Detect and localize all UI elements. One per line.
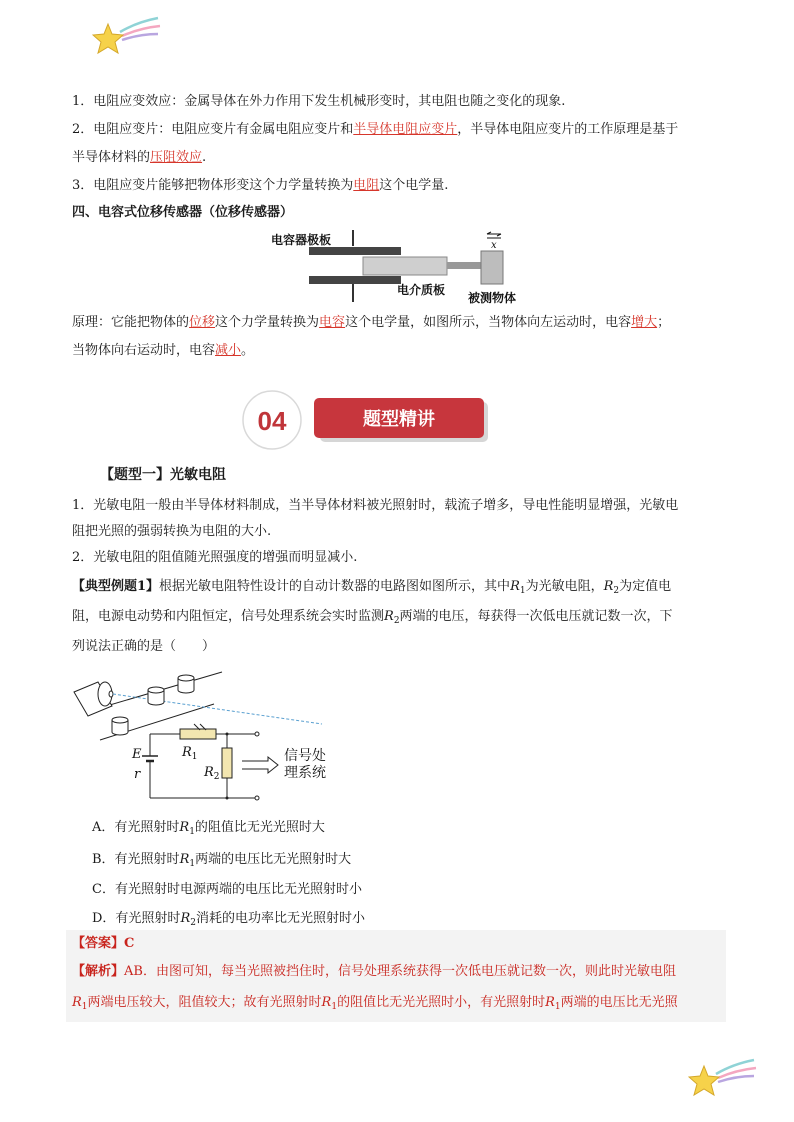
- example-tag: 【典型例题1】: [72, 579, 160, 594]
- type-1-heading: 【题型一】光敏电阻: [100, 467, 226, 483]
- item-2: [72, 120, 678, 140]
- principle-text-j: 。: [241, 343, 255, 358]
- item-2-cont: [72, 148, 206, 168]
- label-r: r: [134, 767, 141, 782]
- blank-resistance: 电阻: [353, 178, 380, 193]
- explanation-text-1: AB．由图可知，每当光照被挡住时，信号处理系统获得一次低电压就记数一次，则此时光敏电阻: [124, 964, 676, 979]
- label-R2: $R_2$: [204, 765, 220, 782]
- option-b-var: R: [179, 852, 190, 867]
- option-d-var: R: [180, 911, 191, 926]
- option-d-var-sub: 2: [190, 918, 196, 928]
- label-R1: $R_1$: [182, 745, 198, 762]
- option-b-text-2: 两端的电压比无光照射时大: [195, 852, 352, 867]
- explanation-line-1: [72, 962, 676, 982]
- option-a-text-2: 的阻值比无光光照时大: [194, 820, 325, 835]
- label-x: x: [491, 240, 497, 251]
- explanation-tag: 【解析】: [72, 964, 125, 979]
- option-b-text: B．有光照射时: [92, 852, 180, 867]
- type-1-p1: 1．光敏电阻一般由半导体材料制成，当半导体材料被光照射时，载流子增多，导电性能明显增强，光敏电: [72, 498, 679, 513]
- blank-capacitance: 电容: [319, 315, 346, 330]
- capacitor-sensor-figure: [265, 222, 535, 310]
- label-signal-2: 理系统: [284, 765, 326, 781]
- expl-var-1: R: [72, 995, 82, 1010]
- option-b-var-sub: 1: [189, 859, 196, 869]
- option-d-text: D．有光照射时: [92, 911, 181, 926]
- var-R2-sub: 2: [613, 586, 620, 596]
- section-4-heading: 四、电容式位移传感器（位移传感器）: [72, 205, 294, 220]
- example-text-2: 为光敏电阻，: [525, 579, 604, 594]
- star-decoration-bottom: [688, 1056, 760, 1100]
- expl-var-2: R: [321, 995, 332, 1010]
- var-R2-b-sub: 2: [393, 616, 400, 626]
- var-R1-sub: 1: [519, 586, 526, 596]
- expl-var-1-sub: 1: [81, 1002, 88, 1012]
- blank-semiconductor-strain-gauge: 半导体电阻应变片: [353, 122, 458, 137]
- example-text-1: 根据光敏电阻特性设计的自动计数器的电路图如图所示，其中: [159, 579, 511, 594]
- expl-var-2-sub: 1: [331, 1002, 338, 1012]
- label-E: E: [132, 747, 142, 762]
- type-1-p1-cont: 阻把光照的强弱转换为电阻的大小.: [72, 524, 272, 539]
- explanation-text-4: 两端的电压比无光照: [560, 995, 678, 1010]
- star-decoration-top: [92, 14, 164, 58]
- principle-line-1: [72, 313, 670, 333]
- option-a-var: R: [179, 820, 190, 835]
- item-2-text: 2．电阻应变片：电阻应变片有金属电阻应变片和: [72, 122, 354, 137]
- example-text-3: 为定值电: [619, 579, 672, 594]
- blank-increase: 增大: [631, 315, 658, 330]
- item-2-end: .: [202, 150, 207, 165]
- item-3-text-2: 这个电学量.: [379, 178, 449, 193]
- label-capacitor-plate: 电容器极板: [271, 233, 332, 247]
- option-d: [92, 907, 365, 928]
- var-R2-b: R: [384, 609, 394, 624]
- example-line-2: [72, 607, 673, 631]
- explanation-line-2: [72, 993, 678, 1017]
- type-1-p2: 2．光敏电阻的阻值随光照强度的增强而明显减小.: [72, 550, 358, 565]
- answer-label: 【答案】C: [72, 936, 135, 951]
- option-b: [92, 848, 351, 869]
- blank-piezoresistive-effect: 压阻效应: [150, 150, 203, 165]
- explanation-text-3: 的阻值比无光光照时小，有光照射时: [337, 995, 546, 1010]
- var-R1: R: [510, 579, 520, 594]
- item-2-text-2: ，半导体电阻应变片的工作原理是基于: [457, 122, 679, 137]
- option-a-text: A．有光照射时: [92, 820, 180, 835]
- blank-decrease: 减小: [215, 343, 242, 358]
- item-3: [72, 176, 448, 196]
- section-banner: [238, 390, 494, 452]
- banner-title: 题型精讲: [363, 409, 435, 430]
- option-a: [92, 816, 325, 837]
- principle-text-g: ；: [657, 315, 671, 330]
- principle-text-h: 当物体向右运动时，电容: [72, 343, 216, 358]
- item-3-text: 3．电阻应变片能够把物体形变这个力学量转换为: [72, 178, 354, 193]
- explanation-text-2: 两端电压较大，阻值较大；故有光照射时: [87, 995, 322, 1010]
- principle-text-a: 原理：它能把物体的: [72, 315, 190, 330]
- label-object: 被测物体: [468, 291, 517, 305]
- expl-var-3-sub: 1: [554, 1002, 561, 1012]
- option-d-text-2: 消耗的电功率比无光照射时小: [195, 911, 365, 926]
- example-line-1: [72, 577, 671, 601]
- option-c: C．有光照射时电源两端的电压比无光照射时小: [92, 882, 362, 897]
- expl-var-3: R: [545, 995, 555, 1010]
- banner-number: 04: [257, 406, 287, 436]
- blank-displacement: 位移: [189, 315, 216, 330]
- label-dielectric: 电介质板: [397, 283, 446, 297]
- item-2-text-3: 半导体材料的: [72, 150, 151, 165]
- principle-text-e: 这个电学量，如图所示，当物体向左运动时，电容: [345, 315, 632, 330]
- item-1: 1．电阻应变效应：金属导体在外力作用下发生机械形变时，其电阻也随之变化的现象.: [72, 94, 566, 109]
- principle-line-2: [72, 341, 254, 361]
- option-a-var-sub: 1: [189, 827, 195, 837]
- example-text-4: 阻，电源电动势和内阻恒定，信号处理系统会实时监测: [72, 609, 385, 624]
- example-text-5: 两端的电压，每获得一次低电压就记数一次，下: [399, 609, 673, 624]
- principle-text-c: 这个力学量转换为: [215, 315, 320, 330]
- label-signal-1: 信号处: [284, 748, 326, 764]
- example-line-3: 列说法正确的是（ ）: [72, 639, 216, 654]
- circuit-figure: [72, 664, 362, 804]
- var-R2: R: [603, 579, 614, 594]
